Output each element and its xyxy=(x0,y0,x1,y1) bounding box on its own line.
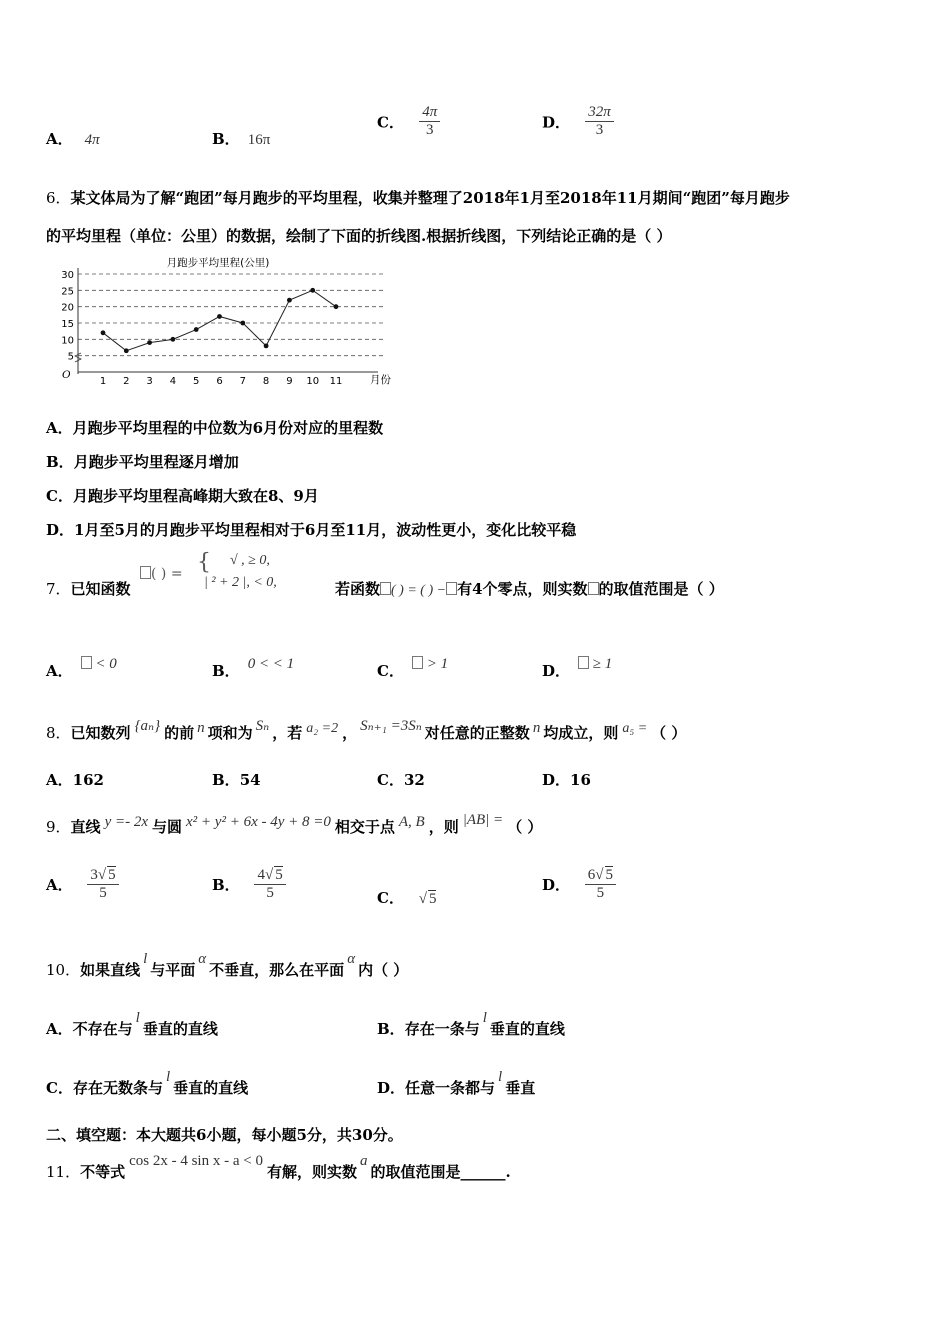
q7-option-a: A． < 0 xyxy=(46,656,117,680)
q8-option-c: C．32 xyxy=(377,771,425,789)
data-point xyxy=(264,343,269,348)
chart-axes xyxy=(75,268,378,374)
q10-option-c: C．存在无数条与l垂直的直线 xyxy=(46,1069,249,1097)
q8-option-a: A．162 xyxy=(46,771,104,789)
chart-x-label: 月份 xyxy=(370,374,391,386)
q5-option-d: D． $\frac{32\pi}{3}$ xyxy=(542,104,614,140)
q9-option-b: B． $\frac{4√ 5}{5}$ xyxy=(212,866,286,903)
placeholder-glyph xyxy=(588,582,599,595)
q9-option-d: D． $\frac{6√ 5}{5}$ xyxy=(542,866,616,903)
placeholder-glyph xyxy=(446,582,457,595)
q7-piecewise-brace: { xyxy=(197,550,211,575)
q9-option-c: C． √ 5 xyxy=(377,889,437,907)
q10-option-a: A．不存在与l垂直的直线 xyxy=(46,1010,218,1038)
data-point xyxy=(217,314,222,319)
data-point xyxy=(147,340,152,345)
q7-stem: 7．已知函数 xyxy=(46,580,131,598)
q5-option-c: C． $\frac{4\pi}{3}$ xyxy=(377,104,440,140)
line-chart-svg xyxy=(58,252,398,390)
q10-option-b: B．存在一条与l垂直的直线 xyxy=(377,1010,565,1038)
q9-option-a: A． $\frac{3√ 5}{5}$ xyxy=(46,866,119,903)
placeholder-glyph xyxy=(412,656,423,669)
data-point xyxy=(240,321,245,326)
y-tick-label: 20 xyxy=(61,302,74,314)
chart-title: 月跑步平均里程(公里) xyxy=(166,257,270,269)
fraction: $\frac{3√ 5}{5}$ xyxy=(87,866,118,903)
y-tick-label: 30 xyxy=(61,270,74,281)
q6-option-d: D．1月至5月的月跑步平均里程相对于6月至11月，波动性更小，变化比较平稳 xyxy=(46,521,577,539)
q7-option-d: D． ≥ 1 xyxy=(542,656,613,680)
fraction: $\frac{4√ 5}{5}$ xyxy=(254,866,285,903)
q5-option-a: A． 4π xyxy=(46,130,100,148)
y-tick-label: 25 xyxy=(61,286,74,298)
x-tick-label: 6 xyxy=(216,376,223,387)
data-point xyxy=(334,304,339,309)
q8-option-d: D．16 xyxy=(542,771,591,789)
q7-option-c: C． > 1 xyxy=(377,656,449,680)
fraction: $\frac{4\pi}{3}$ xyxy=(419,104,440,140)
chart-x-ticks xyxy=(100,376,343,387)
q7-piece-2: | ² + 2 |, < 0, xyxy=(204,575,277,590)
q6-stem-line1: 6．某文体局为了解“跑团”每月跑步的平均里程，收集并整理了2018年1月至2018年11月期间“跑团”每月跑步 xyxy=(46,189,790,207)
x-tick-label: 10 xyxy=(306,376,320,387)
chart-grid xyxy=(78,274,386,356)
q5-option-b: B． 16π xyxy=(212,130,271,148)
q9-stem: 9．直线 y =- 2x 与圆 x² + y² + 6x - 4y + 8 =0 相交于点 A, B ，则 |AB| = （ ） xyxy=(46,812,543,836)
section-heading: 二、填空题：本大题共6小题，每小题5分，共30分。 xyxy=(46,1126,403,1144)
x-tick-label: 11 xyxy=(329,376,343,387)
line-chart xyxy=(58,252,398,390)
chart-y-ticks xyxy=(61,270,74,363)
q6-option-a: A．月跑步平均里程的中位数为6月份对应的里程数 xyxy=(46,419,384,437)
y-tick-label: 5 xyxy=(67,351,74,363)
y-tick-label: 15 xyxy=(61,319,74,330)
x-tick-label: 8 xyxy=(262,376,270,387)
q8-option-b: B．54 xyxy=(212,771,261,789)
chart-origin-label: O xyxy=(62,369,71,381)
q7-piece-1: √ , ≥ 0, xyxy=(230,553,270,568)
q6-stem-line2: 的平均里程（单位：公里）的数据，绘制了下面的折线图.根据折线图，下列结论正确的是（ ） xyxy=(46,227,672,245)
x-tick-label: 2 xyxy=(123,376,130,387)
q8-stem: 8．已知数列 {aₙ} 的前 n 项和为 Sₙ ，若 a₂ =2 ， Sₙ₊₁ =3Sₙ 对任意的正整数 n 均成立，则 a₅ = （ ） xyxy=(46,718,687,742)
q7-option-b: B． 0 < < 1 xyxy=(212,656,295,680)
data-point xyxy=(171,337,176,342)
q6-option-c: C．月跑步平均里程高峰期大致在8、9月 xyxy=(46,487,319,505)
y-tick-label: 10 xyxy=(61,335,74,347)
series-line xyxy=(103,290,336,350)
q11-stem: 11．不等式cos 2x - 4 sin x - a < 0有解，则实数a的取值范围是______. xyxy=(46,1153,511,1181)
fraction: $\frac{6√ 5}{5}$ xyxy=(585,866,616,903)
placeholder-glyph xyxy=(578,656,589,669)
fraction: $\frac{32\pi}{3}$ xyxy=(585,104,614,140)
q7-stem-rest: 若函数 ( ) = ( ) − 有4个零点，则实数 的取值范围是（ ） xyxy=(335,580,724,598)
placeholder-glyph xyxy=(81,656,92,669)
data-point xyxy=(287,298,292,303)
q7-function-lhs: ( ) = xyxy=(140,566,183,582)
x-tick-label: 9 xyxy=(286,376,293,387)
x-tick-label: 5 xyxy=(193,376,200,387)
data-point xyxy=(124,348,129,353)
q6-option-b: B．月跑步平均里程逐月增加 xyxy=(46,453,239,471)
x-tick-label: 3 xyxy=(146,376,153,387)
placeholder-glyph xyxy=(140,566,151,579)
data-point xyxy=(101,330,106,335)
data-point xyxy=(194,327,199,332)
q10-option-d: D．任意一条都与l垂直 xyxy=(377,1069,536,1097)
x-tick-label: 4 xyxy=(169,376,177,387)
placeholder-glyph xyxy=(380,582,391,595)
chart-series xyxy=(101,288,339,353)
axis-break-mark xyxy=(75,353,81,362)
x-tick-label: 7 xyxy=(239,376,246,387)
x-tick-label: 1 xyxy=(99,376,107,387)
q10-stem: 10．如果直线l与平面α不垂直，那么在平面α内（ ） xyxy=(46,951,409,979)
data-point xyxy=(310,288,315,293)
